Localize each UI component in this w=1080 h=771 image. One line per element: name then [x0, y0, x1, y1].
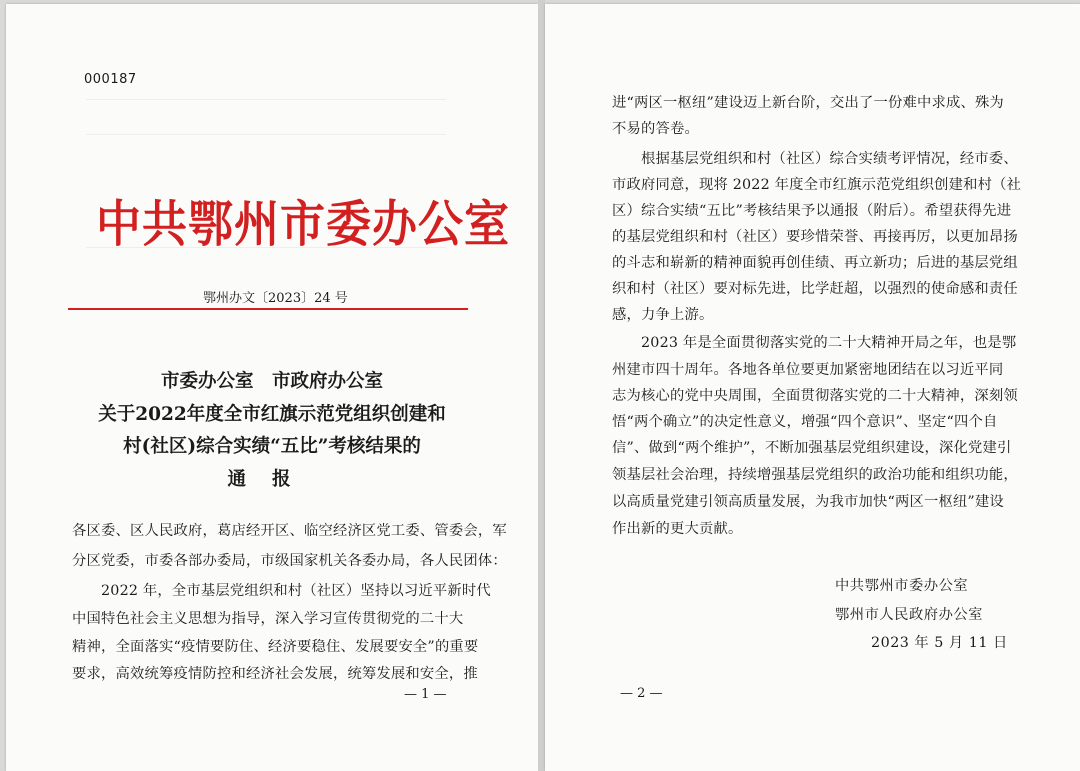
- signature-date: 2023 年 5 月 11 日: [871, 635, 1008, 651]
- body-text-line: 分区党委，市委各部办委局，市级国家机关各委办局，各人民团体：: [72, 553, 507, 569]
- body-text-line: 市政府同意，现将 2022 年度全市红旗示范党组织创建和村（社: [612, 177, 1022, 193]
- body-text-line: 各区委、区人民政府，葛店经开区、临空经济区党工委、管委会，军: [72, 523, 507, 539]
- document-reference: 鄂州办文〔2023〕24 号: [203, 291, 348, 306]
- issuing-office-title: 中共鄂州市委办公室: [96, 195, 511, 254]
- page-gutter: [538, 0, 545, 771]
- body-text-line: 2023 年是全面贯彻落实党的二十大精神开局之年，也是鄂: [612, 335, 1017, 351]
- page-number: — 1 —: [404, 687, 447, 702]
- notice-title-line: 村(社区)综合实绩“五比”考核结果的: [123, 436, 421, 457]
- body-text-line: 感，力争上游。: [612, 307, 714, 323]
- notice-title-line: 关于2022年度全市红旗示范党组织创建和: [98, 404, 446, 425]
- signature-issuer: 鄂州市人民政府办公室: [835, 607, 983, 623]
- body-text-line: 2022 年，全市基层党组织和村（社区）坚持以习近平新时代: [72, 583, 491, 599]
- body-text-line: 作出新的更大贡献。: [612, 521, 743, 537]
- page-number: — 2 —: [620, 686, 663, 701]
- right-page: [545, 4, 1080, 771]
- notice-title-line: 市委办公室 市政府办公室: [160, 371, 383, 392]
- body-text-line: 区）综合实绩“五比”考核结果予以通报（附后）。希望获得先进: [612, 203, 1012, 219]
- body-text-line: 的斗志和崭新的精神面貌再创佳绩、再立新功；后进的基层党组: [612, 255, 1018, 271]
- body-text-line: 信”、做到“两个维护”，不断加强基层党组织建设，深化党建引: [612, 440, 1012, 456]
- signature-issuer: 中共鄂州市委办公室: [835, 578, 969, 594]
- body-text-line: 志为核心的党中央周围，全面贯彻落实党的二十大精神，深刻领: [612, 388, 1018, 404]
- body-text-line: 州建市四十周年。各地各单位要更加紧密地团结在以习近平同: [612, 362, 1004, 378]
- body-text-line: 织和村（社区）要对标先进，比学赶超，以强烈的使命感和责任: [612, 281, 1018, 297]
- notice-title-line: 通报: [227, 469, 317, 490]
- document-serial-number: 000187: [84, 72, 137, 87]
- body-text-line: 精神，全面落实“疫情要防住、经济要稳住、发展要安全”的重要: [72, 639, 479, 655]
- left-page: [6, 4, 538, 771]
- body-text-line: 进“两区一枢纽”建设迈上新台阶，交出了一份难中求成、殊为: [612, 95, 1004, 111]
- body-text-line: 要求，高效统筹疫情防控和经济社会发展，统筹发展和安全，推: [72, 666, 478, 682]
- body-text-line: 以高质量党建引领高质量发展，为我市加快“两区一枢纽”建设: [612, 494, 1004, 510]
- red-separator-rule: [68, 308, 468, 310]
- body-text-line: 领基层社会治理，持续增强基层党组织的政治功能和组织功能，: [612, 467, 1018, 483]
- body-text-line: 的基层党组织和村（社区）要珍惜荣誉、再接再厉，以更加昂扬: [612, 229, 1018, 245]
- body-text-line: 悟“两个确立”的决定性意义，增强“四个意识”、坚定“四个自: [612, 414, 998, 430]
- body-text-line: 中国特色社会主义思想为指导，深入学习宣传贯彻党的二十大: [72, 611, 464, 627]
- body-text-line: 不易的答卷。: [612, 121, 699, 137]
- body-text-line: 根据基层党组织和村（社区）综合实绩考评情况，经市委、: [612, 151, 1018, 167]
